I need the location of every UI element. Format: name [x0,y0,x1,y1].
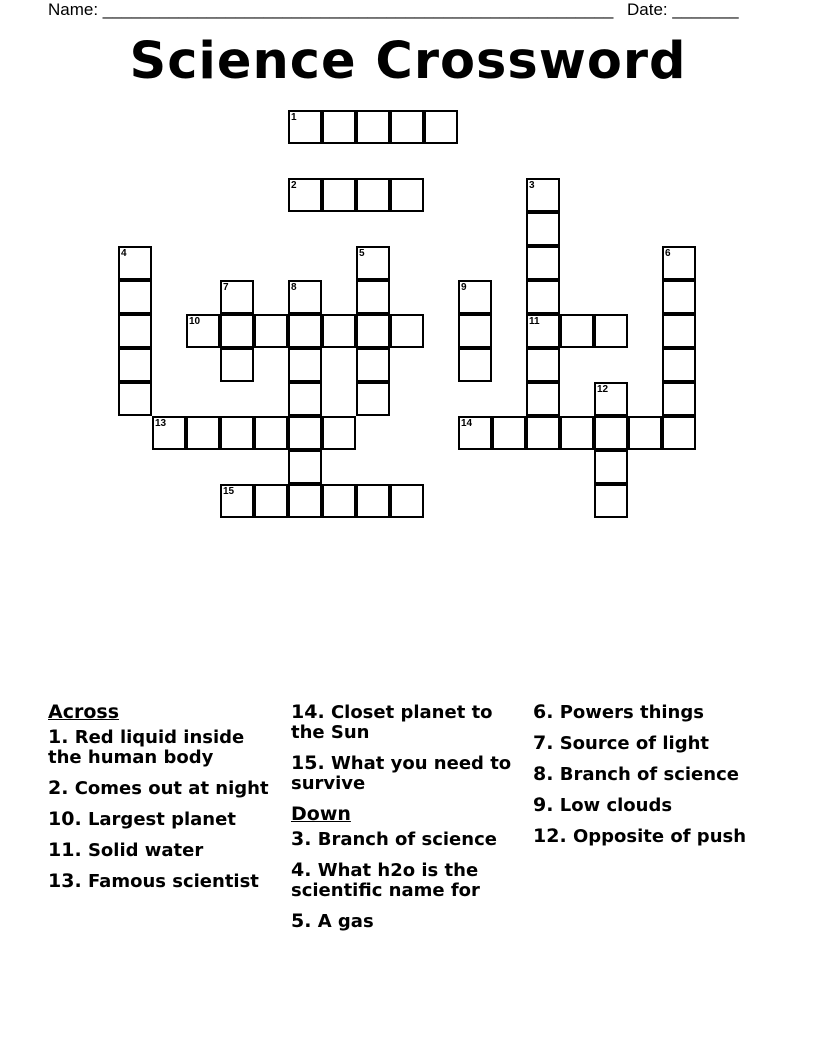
crossword-cell[interactable] [356,246,390,280]
crossword-cell[interactable] [152,416,186,450]
crossword-cell[interactable] [356,110,390,144]
crossword-cell[interactable] [220,484,254,518]
crossword-cell[interactable] [526,280,560,314]
clue-item-text: Red liquid inside the human body [48,727,245,768]
crossword-cell[interactable] [254,416,288,450]
crossword-cell[interactable] [118,280,152,314]
crossword-cell[interactable] [458,416,492,450]
crossword-cell[interactable] [288,314,322,348]
clue-item-number: 2. [48,777,69,799]
crossword-cell[interactable] [220,314,254,348]
crossword-cell[interactable] [356,484,390,518]
clue-item [48,778,278,799]
clue-item [291,911,521,932]
clue-number: 10 [189,316,201,327]
clue-item-text: Comes out at night [68,778,269,799]
crossword-cell[interactable] [492,416,526,450]
clue-item-number: 7. [533,732,554,754]
clue-number: 11 [529,316,540,327]
crossword-cell[interactable] [254,484,288,518]
crossword-cell[interactable] [186,314,220,348]
clue-item-number: 12. [533,825,567,847]
crossword-cell[interactable] [118,246,152,280]
clue-item-text: Closet planet to the Sun [291,702,493,743]
clue-item-number: 10. [48,808,82,830]
crossword-cell[interactable] [288,178,322,212]
across-heading: Across [48,701,120,723]
clue-number: 2 [291,180,297,191]
crossword-cell[interactable] [458,314,492,348]
crossword-cell[interactable] [288,280,322,314]
clue-number: 4 [121,248,127,259]
clue-item-text: Branch of science [311,829,497,850]
crossword-cell[interactable] [526,348,560,382]
clue-list-col1 [48,727,278,892]
clue-item [533,826,763,847]
crossword-cell[interactable] [288,450,322,484]
clue-item-text: Famous scientist [81,871,259,892]
clue-number: 7 [223,282,229,293]
crossword-cell[interactable] [356,348,390,382]
clue-number: 13 [155,418,167,429]
crossword-cell[interactable] [118,348,152,382]
down-heading: Down [291,803,351,825]
crossword-cell[interactable] [458,280,492,314]
clue-number: 1 [291,112,297,123]
crossword-cell[interactable] [254,314,288,348]
crossword-cell[interactable] [390,110,424,144]
crossword-cell[interactable] [594,450,628,484]
crossword-cell[interactable] [356,314,390,348]
crossword-cell[interactable] [322,416,356,450]
clue-item-number: 6. [533,701,554,723]
crossword-cell[interactable] [458,348,492,382]
clue-item [48,871,278,892]
crossword-cell[interactable] [662,348,696,382]
clue-item-number: 11. [48,839,82,861]
crossword-cell[interactable] [220,348,254,382]
crossword-cell[interactable] [526,382,560,416]
clue-item-number: 3. [291,828,312,850]
clue-item [291,829,521,850]
clue-item [533,702,763,723]
crossword-cell[interactable] [356,382,390,416]
clue-item [291,702,521,743]
clue-number: 5 [359,248,365,259]
clue-item [533,764,763,785]
clues-column-1 [48,702,278,902]
crossword-cell[interactable] [390,314,424,348]
clue-number: 14 [461,418,473,429]
crossword-cell[interactable] [220,416,254,450]
crossword-cell[interactable] [662,314,696,348]
clue-item-number: 9. [533,794,554,816]
crossword-cell[interactable] [594,416,628,450]
crossword-cell[interactable] [594,314,628,348]
crossword-cell[interactable] [288,382,322,416]
clue-item-number: 5. [291,910,312,932]
crossword-cell[interactable] [662,416,696,450]
clue-item-text: Source of light [553,733,709,754]
clue-item-text: Branch of science [553,764,739,785]
crossword-cell[interactable] [526,178,560,212]
clue-item-number: 15. [291,752,325,774]
clue-item-number: 4. [291,859,312,881]
page-title: Science Crossword [129,32,687,91]
crossword-cell[interactable] [288,348,322,382]
clue-item-text: Low clouds [553,795,673,816]
clue-item-text: Largest planet [81,809,236,830]
clue-number: 8 [291,282,297,293]
clue-item-number: 1. [48,726,69,748]
clues-column-2 [291,702,521,942]
crossword-cell[interactable] [322,178,356,212]
clue-item [48,809,278,830]
clue-number: 3 [529,180,535,191]
clues-column-3 [533,702,763,857]
clue-number: 15 [223,486,235,497]
crossword-cell[interactable] [594,484,628,518]
clue-item-text: Opposite of push [566,826,747,847]
crossword-cell[interactable] [322,314,356,348]
clue-item-text: Solid water [81,840,204,861]
crossword-cell[interactable] [288,484,322,518]
clue-item-text: What h2o is the scientific name for [291,860,480,901]
crossword-cell[interactable] [662,246,696,280]
crossword-cell[interactable] [390,484,424,518]
clue-item-text: A gas [311,911,374,932]
clue-list-col3 [533,702,763,847]
clue-item [533,733,763,754]
clue-item-number: 14. [291,701,325,723]
crossword-cell[interactable] [560,314,594,348]
crossword-cell[interactable] [594,382,628,416]
crossword-cell[interactable] [220,280,254,314]
crossword-cell[interactable] [186,416,220,450]
clue-item [533,795,763,816]
name-field-label: Name: ______________________________________________________ [48,0,614,19]
crossword-cell[interactable] [390,178,424,212]
crossword-cell[interactable] [356,178,390,212]
crossword-cell[interactable] [322,110,356,144]
clue-item-text: What you need to survive [291,753,512,794]
clue-number: 12 [597,384,609,395]
clue-item-number: 13. [48,870,82,892]
clue-item [291,753,521,794]
date-field-label: Date: _______ [627,0,739,19]
crossword-cell[interactable] [662,382,696,416]
crossword-cell[interactable] [526,246,560,280]
crossword-cell[interactable] [424,110,458,144]
crossword-cell[interactable] [526,212,560,246]
crossword-cell[interactable] [288,416,322,450]
clue-list-col2-down [291,829,521,932]
clue-item [291,860,521,901]
clue-number: 6 [665,248,671,259]
crossword-cell[interactable] [560,416,594,450]
crossword-cell[interactable] [322,484,356,518]
crossword-cell[interactable] [288,110,322,144]
crossword-cell[interactable] [118,382,152,416]
crossword-cell[interactable] [628,416,662,450]
clue-item-text: Powers things [553,702,704,723]
crossword-cell[interactable] [118,314,152,348]
crossword-cell[interactable] [526,416,560,450]
clue-number: 9 [461,282,467,293]
crossword-cell[interactable] [526,314,560,348]
clue-item [48,840,278,861]
clue-list-col2-across [291,702,521,794]
clue-item [48,727,278,768]
crossword-cell[interactable] [356,280,390,314]
crossword-cell[interactable] [662,280,696,314]
clue-item-number: 8. [533,763,554,785]
